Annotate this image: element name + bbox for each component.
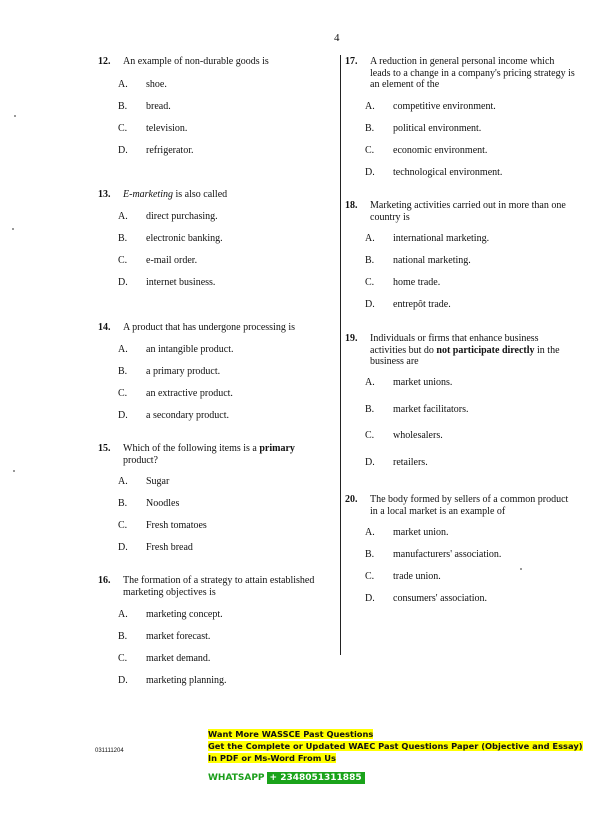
option-text: refrigerator.: [146, 145, 194, 156]
option-letter: B.: [118, 233, 128, 244]
option-letter: B.: [365, 255, 375, 266]
question-text: The formation of a strategy to attain established marketing objectives is: [123, 575, 315, 598]
question-15: [98, 443, 320, 553]
question-number: 13.: [98, 189, 111, 200]
question-text: A product that has undergone processing is: [123, 322, 296, 333]
question-stem: [98, 322, 328, 334]
question-stem: [345, 56, 577, 91]
page-number: 4: [334, 32, 340, 44]
question-stem: [345, 494, 577, 517]
option-text: Noodles: [146, 498, 180, 509]
option-letter: D.: [365, 299, 375, 310]
scan-mark: [520, 568, 522, 570]
promo-banner: [208, 728, 583, 764]
column-divider: [340, 55, 341, 655]
option-letter: B.: [365, 123, 375, 134]
option-letter: B.: [118, 498, 128, 509]
option-letter: A.: [118, 344, 128, 355]
option-text: political environment.: [393, 123, 482, 134]
question-text: The body formed by sellers of a common product in a local market is an example of: [370, 494, 569, 517]
question-number: 15.: [98, 443, 111, 454]
question-text: An example of non-durable goods is: [123, 56, 269, 67]
option-letter: D.: [365, 167, 375, 178]
option-letter: B.: [118, 366, 128, 377]
option-text: home trade.: [393, 277, 441, 288]
option-text: consumers' association.: [393, 593, 488, 604]
question-stem: [98, 443, 320, 466]
question-20: [345, 494, 577, 604]
option-letter: C.: [118, 653, 128, 664]
option-letter: C.: [365, 430, 375, 441]
question-stem: [345, 200, 577, 223]
question-14: [98, 322, 328, 421]
question-emphasis: not participate directly: [436, 344, 535, 356]
option-text: television.: [146, 123, 188, 134]
question-number: 14.: [98, 322, 111, 333]
question-number: 20.: [345, 494, 358, 505]
option-letter: B.: [118, 101, 128, 112]
question-number: 18.: [345, 200, 358, 211]
option-text: an extractive product.: [146, 388, 233, 399]
question-stem: [98, 189, 328, 201]
question-12: [98, 56, 328, 156]
option-letter: C.: [365, 571, 375, 582]
option-letter: A.: [365, 377, 375, 388]
option-text: e-mail order.: [146, 255, 198, 266]
whatsapp-label: WHATSAPP: [208, 773, 265, 783]
option-text: international marketing.: [393, 233, 490, 244]
question-stem: [345, 333, 577, 368]
option-letter: D.: [118, 145, 128, 156]
option-letter: A.: [365, 101, 375, 112]
scan-mark: [14, 115, 16, 117]
option-text: market unions.: [393, 377, 453, 388]
option-letter: D.: [365, 593, 375, 604]
question-term: E-marketing: [123, 189, 173, 200]
question-emphasis: primary: [259, 443, 295, 454]
paper-code: 031111204: [95, 748, 124, 754]
option-text: an intangible product.: [146, 344, 234, 355]
option-text: a primary product.: [146, 366, 221, 377]
question-text: A reduction in general personal income which leads to a change in a company's pricing strategy is an element of the: [370, 56, 575, 90]
option-letter: C.: [365, 277, 375, 288]
question-stem: [98, 56, 328, 68]
option-text: competitive environment.: [393, 101, 496, 112]
option-letter: C.: [118, 123, 128, 134]
option-letter: D.: [118, 410, 128, 421]
option-letter: B.: [365, 549, 375, 560]
option-letter: D.: [118, 675, 128, 686]
question-text-end: product?: [123, 454, 158, 466]
option-letter: D.: [365, 457, 375, 468]
option-text: market forecast.: [146, 631, 211, 642]
option-letter: D.: [118, 277, 128, 288]
question-number: 19.: [345, 333, 358, 344]
option-text: Sugar: [146, 476, 170, 487]
option-letter: A.: [118, 211, 128, 222]
question-16: [98, 575, 336, 686]
question-stem: [98, 575, 336, 598]
option-text: Fresh tomatoes: [146, 520, 207, 531]
option-letter: C.: [118, 388, 128, 399]
option-text: market demand.: [146, 653, 211, 664]
option-text: bread.: [146, 101, 171, 112]
question-text: Individuals or firms that enhance business activities but do: [370, 333, 539, 356]
option-text: shoe.: [146, 79, 167, 90]
question-13: [98, 189, 328, 288]
scan-mark: [13, 470, 15, 472]
scan-mark: [12, 228, 14, 230]
option-text: retailers.: [393, 457, 428, 468]
option-text: entrepôt trade.: [393, 299, 451, 310]
option-letter: A.: [365, 527, 375, 538]
option-letter: B.: [118, 631, 128, 642]
option-text: electronic banking.: [146, 233, 223, 244]
question-18: [345, 200, 577, 310]
question-19: [345, 333, 577, 468]
option-text: direct purchasing.: [146, 211, 218, 222]
option-letter: A.: [118, 79, 128, 90]
option-text: market union.: [393, 527, 449, 538]
whatsapp-number[interactable]: + 2348051311885: [267, 772, 365, 784]
option-text: marketing planning.: [146, 675, 227, 686]
option-text: manufacturers' association.: [393, 549, 502, 560]
option-letter: C.: [365, 145, 375, 156]
option-text: economic environment.: [393, 145, 488, 156]
promo-line-1: Want More WASSCE Past Questions: [208, 729, 374, 739]
option-text: technological environment.: [393, 167, 503, 178]
whatsapp-contact[interactable]: [208, 773, 365, 783]
option-text: internet business.: [146, 277, 216, 288]
question-text: is also called: [173, 189, 228, 200]
question-text: Which of the following items is a: [123, 443, 260, 454]
question-text: Marketing activities carried out in more than one country is: [370, 200, 566, 223]
option-text: marketing concept.: [146, 609, 223, 620]
question-number: 12.: [98, 56, 111, 67]
option-letter: A.: [118, 476, 128, 487]
option-letter: A.: [365, 233, 375, 244]
question-number: 16.: [98, 575, 111, 586]
option-text: wholesalers.: [393, 430, 443, 441]
option-letter: C.: [118, 255, 128, 266]
option-text: a secondary product.: [146, 410, 230, 421]
option-letter: A.: [118, 609, 128, 620]
option-text: national marketing.: [393, 255, 471, 266]
question-17: [345, 56, 577, 178]
option-letter: B.: [365, 404, 375, 415]
option-letter: C.: [118, 520, 128, 531]
question-text-end: in the business are: [370, 344, 560, 367]
option-text: market facilitators.: [393, 404, 469, 415]
promo-line-2: Get the Complete or Updated WAEC Past Questions Paper (Objective and Essay): [208, 741, 583, 751]
option-text: Fresh bread: [146, 542, 193, 553]
option-letter: D.: [118, 542, 128, 553]
question-number: 17.: [345, 56, 358, 67]
option-text: trade union.: [393, 571, 441, 582]
promo-line-3: In PDF or Ms-Word From Us: [208, 753, 336, 763]
